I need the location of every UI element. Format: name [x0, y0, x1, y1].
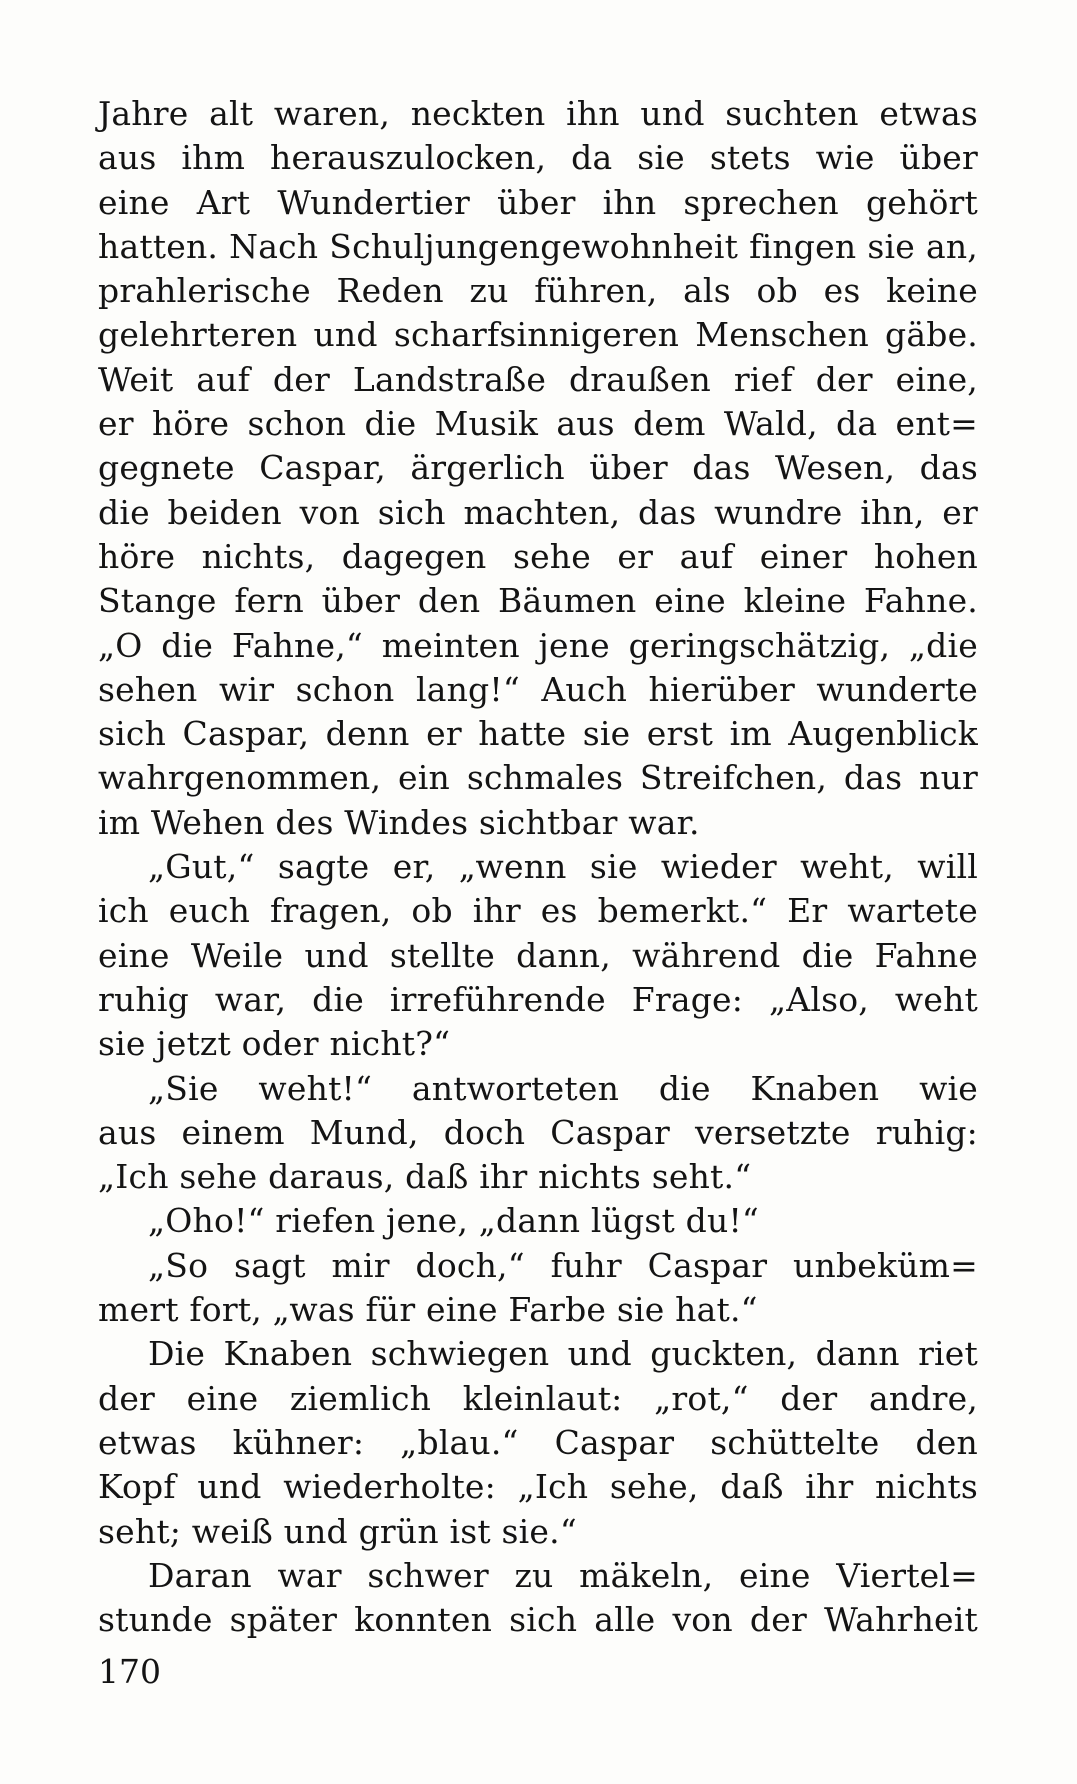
text-line: wahrgenommen, ein schmales Streifchen, das nur [98, 758, 978, 798]
text-line: „Oho!“ riefen jene, „dann lügst du!“ [148, 1201, 759, 1241]
text-line: etwas kühner: „blau.“ Caspar schüttelte den [98, 1422, 978, 1462]
text-line: im Wehen des Windes sichtbar war. [98, 802, 700, 842]
text-line: sich Caspar, denn er hatte sie erst im Augenblick [98, 714, 978, 754]
text-line: ruhig war, die irreführende Frage: „Also, weht [98, 979, 978, 1019]
body-text [98, 92, 978, 1642]
text-line: mert fort, „was für eine Farbe sie hat.“ [98, 1290, 758, 1330]
text-line: stunde später konnten sich alle von der Wahrheit [98, 1600, 978, 1640]
text-line: höre nichts, dagegen sehe er auf einer hohen [98, 536, 978, 576]
text-line: sehen wir schon lang!“ Auch hierüber wunderte [98, 669, 978, 709]
text-line: er höre schon die Musik aus dem Wald, da ent= [98, 404, 978, 444]
text-line: Die Knaben schwiegen und guckten, dann riet [148, 1334, 978, 1374]
text-line: Stange fern über den Bäumen eine kleine Fahne. [98, 581, 978, 621]
text-line: „Gut,“ sagte er, „wenn sie wieder weht, will [148, 847, 978, 887]
text-line: Weit auf der Landstraße draußen rief der eine, [98, 359, 978, 399]
page-number: 170 [98, 1652, 161, 1691]
text-line: aus ihm herauszulocken, da sie stets wie über [98, 138, 978, 178]
text-line: gegnete Caspar, ärgerlich über das Wesen, das [98, 448, 978, 488]
text-line: „Sie weht!“ antworteten die Knaben wie [148, 1068, 978, 1108]
text-line: prahlerische Reden zu führen, als ob es keine [98, 271, 978, 311]
text-line: aus einem Mund, doch Caspar versetzte ruhig: [98, 1112, 978, 1152]
text-line: hatten. Nach Schuljungengewohnheit fingen sie an, [98, 226, 978, 266]
text-line: „So sagt mir doch,“ fuhr Caspar unbeküm= [148, 1245, 978, 1285]
text-line: „O die Fahne,“ meinten jene geringschätzig, „die [98, 625, 978, 665]
text-line: eine Weile und stellte dann, während die Fahne [98, 935, 978, 975]
text-line: gelehrteren und scharfsinnigeren Menschen gäbe. [98, 315, 978, 355]
text-line: seht; weiß und grün ist sie.“ [98, 1511, 577, 1551]
text-line: der eine ziemlich kleinlaut: „rot,“ der andre, [98, 1378, 978, 1418]
text-line: „Ich sehe daraus, daß ihr nichts seht.“ [98, 1157, 752, 1197]
text-line: eine Art Wundertier über ihn sprechen gehört [98, 182, 978, 222]
text-line: Daran war schwer zu mäkeln, eine Viertel= [148, 1555, 978, 1595]
text-line: die beiden von sich machten, das wundre ihn, er [98, 492, 978, 532]
text-line: ich euch fragen, ob ihr es bemerkt.“ Er wartete [98, 891, 978, 931]
text-line: sie jetzt oder nicht?“ [98, 1024, 451, 1064]
text-line: Jahre alt waren, neckten ihn und suchten etwas [98, 94, 978, 133]
text-line: Kopf und wiederholte: „Ich sehe, daß ihr nichts [98, 1467, 978, 1507]
